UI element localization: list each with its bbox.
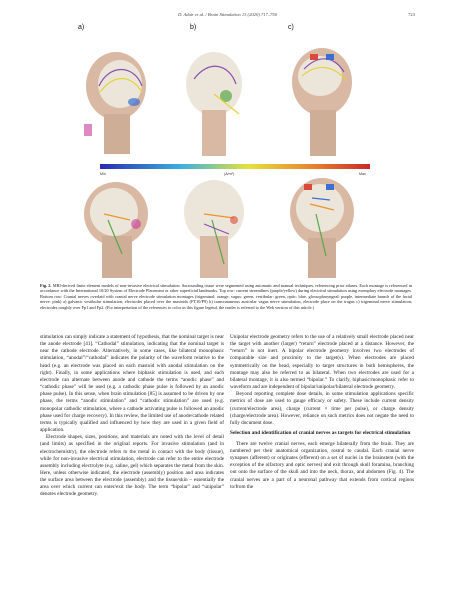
colorbar-min-label: Min	[100, 172, 106, 176]
right-paragraph-3: There are twelve cranial nerves, each emerge bilaterally from the brain. They are numbered per their anatomical organization, rostral to caudal. Each cranial nerve synapses (afferent) or originates (efferent) on a set of nuclei in the brainstem (with the exception of the olfactory and optic nerves) and exit through skull foramina, branching out onto the surface of the skull and into the neck, thorax, and abdomen (Fig. 4). The cranial nerves are a part of a neuronal pathway that extends from cortical regions to/from the	[230, 440, 414, 490]
running-title: D. Adair et al. / Brain Stimulation 13 (2020) 717–750	[177, 12, 278, 17]
panel-label-a: a)	[78, 24, 85, 31]
caption-text: MRI-derived finite element models of non-invasive electrical stimulation. Surrounding tissue were segmented using automatic and manual techniques, referencing prior atlases. Each montage is referenced in accordance with the International 10/20 System of Electrode Placement or other superficial landmarks. Top row: current streamlines (purple/yellow) during electrical stimulation using exemplary electrode montages. Bottom row: Cranial nerves overlaid with cranial nerve electrode stimulation montages (trigeminal: orange, vagus: green, vestibular: green, optic: blue, glossopharyngeal: purple, intermediate branch of the facial nerve: pink) a) galvanic vestibular stimulation, electrodes placed over the mastoids (FT10/P9) b) transcutaneous auricular vagus nerve stimulation, electrode place on the tragus c) trigeminal nerve stimulation, electrodes roughly over Fp1 and Fp2. (For interpretation of the references to color in this figure legend, the reader is referred to the Web version of this article.)	[40, 283, 412, 310]
figure-illustration	[64, 24, 408, 280]
left-paragraph-1: stimulation can simply indicate a statement of hypothesis, that the nominal target is near the anode electrode [41]. “Cathodal” stimulation, indicating that the nominal target is near the cathode electrode. Alternatively, in some cases, like bilateral monophasic stimulation, “anodal”/“cathodal” indicates the polarity of the waveform relative to the head (e.g. an electrode was placed on each mastoid with anodal stimulation on the right). Finally, in some applications where biphasic stimulation is used, and each electrode can alternate between anode and cathode the terms “anodic phase” and “cathodic phase” will be used (e.g. a cathodic phase pulse is followed by an anodic phase pulse). In this sense, when brain stimulation [85] is assumed to be driven by one phase, the terms “anodic stimulation” and “cathodic stimulation” are used (e.g. monopolar cathodic stimulation, where a cathode activating pulse is followed an anodic phase used for charge recovery). In this review, the limited use of anode/cathode related terms is typically qualified and influenced by how they are used in a given field of application.	[40, 334, 224, 434]
colorbar-unit-label: (A/m²)	[224, 172, 234, 176]
head-bottom-c	[290, 178, 354, 278]
left-column	[40, 334, 224, 499]
caption-label: Fig. 2.	[40, 283, 52, 288]
page-number: 723	[408, 12, 415, 17]
head-top-c	[292, 48, 352, 156]
figure-2	[64, 24, 408, 280]
head-top-b	[186, 52, 242, 156]
colorbar-max-label: Max	[359, 172, 366, 176]
head-bottom-b	[184, 180, 244, 278]
figure-caption	[40, 283, 412, 310]
running-header	[40, 12, 415, 22]
head-top-a	[84, 52, 146, 154]
section-heading: Selection and identification of cranial nerves as targets for electrical stimulation	[230, 430, 411, 437]
head-bottom-a	[84, 182, 148, 278]
left-paragraph-2: Electrode shapes, sizes, positions, and materials are noted with the level of detail (and limits) as specified in the original reports. For invasive stimulation (and in electrochemistry), the electrode refers to the metal in contact with the body (tissue), while for non-invasive electrical stimulation, electrode can refer to the entire electrode assembly including electrolyte (e.g. saline, gel) which separates the metal from the skin. Here, unless otherwise indicated, the electrode (assembly) position and area indicates the surface area between the electrode (assembly) and the tissue/skin – essentially the area over which current can enter/exit the body. The term “bipolar” and “unipolar” denotes electrode geometry.	[40, 434, 224, 498]
panel-label-c: c)	[288, 24, 294, 31]
right-paragraph-2: Beyond reporting complete dose details, in some stimulation applications specific metrics of dose are used to gauge efficacy or safety. These include current density (current/electrode area), charge (current × time per pulse), or charge density (charge/electrode area). However, reliance on such metrics does not negate the need to fully document dose.	[230, 391, 414, 426]
panel-label-b: b)	[190, 24, 197, 31]
right-column	[230, 334, 414, 491]
colorbar	[100, 164, 370, 169]
right-paragraph-1: Unipolar electrode geometry refers to the use of a relatively small electrode placed near the target with another (larger) “return” electrode placed at a distance. However, the “return” is not inert. A bipolar electrode geometry involves two electrodes of comparable size and proximity to the target(s). When electrodes are placed symmetrically on the head, especially to target structures in both hemispheres, the montage may also be referred to as bilateral. When two electrodes are used for a bilateral montage, it is also termed “bipolar.” To clarify, biphasic/monophasic refer to waveform and are independent of bipolar/unipolar/bilateral electrode geometry.	[230, 334, 414, 391]
